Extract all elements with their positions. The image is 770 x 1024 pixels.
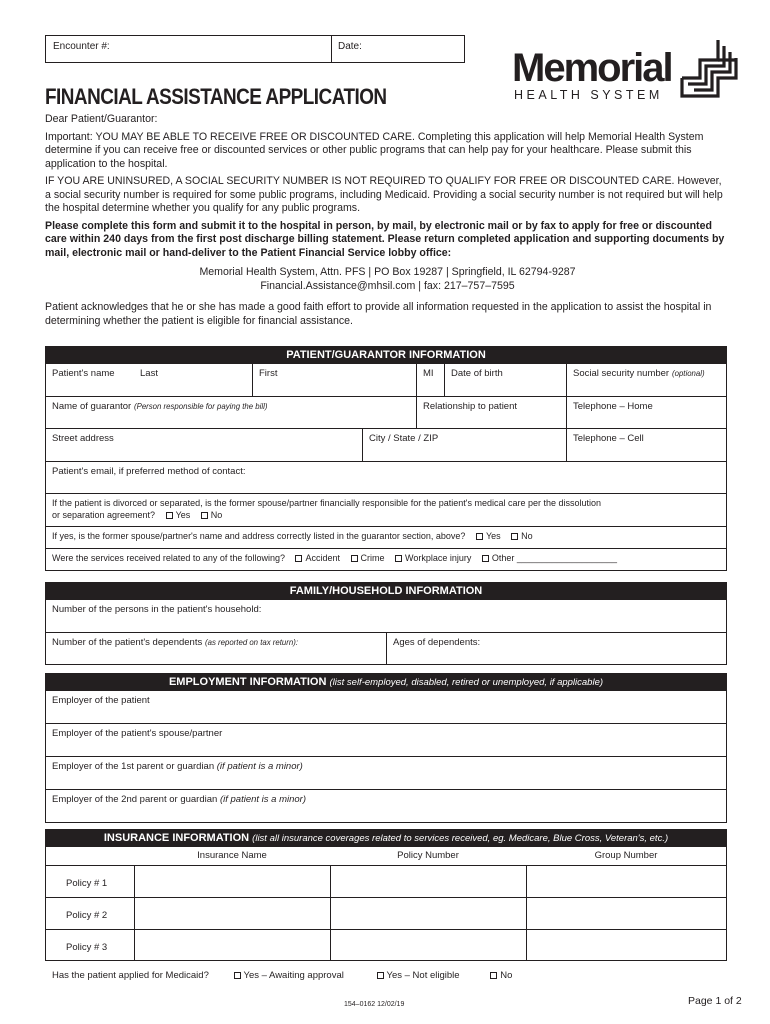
logo-subtitle: HEALTH SYSTEM — [514, 88, 663, 102]
tel-home-label: Telephone – Home — [573, 401, 653, 412]
former-no-checkbox[interactable] — [511, 533, 518, 540]
employer-patient-field[interactable] — [46, 691, 726, 723]
patient-dob-field[interactable] — [444, 364, 566, 396]
accident-label: Accident — [305, 553, 341, 563]
employment-heading-note: (list self-employed, disabled, retired or unemployed, if applicable) — [329, 677, 604, 688]
former-yes-checkbox[interactable] — [476, 533, 483, 540]
tel-cell-label: Telephone – Cell — [573, 433, 644, 444]
policy-1-insurance-name-field[interactable] — [134, 866, 330, 897]
family-household-section — [45, 582, 727, 665]
employer-1st-parent-row — [46, 756, 726, 789]
intro-paragraph-4: Patient acknowledges that he or she has made a good faith effort to provide all information requested in the application to assist the hospital in determining whether the patient is eligible for financial assistance. — [45, 301, 712, 327]
form-code: 154–0162 12/02/19 — [344, 1001, 405, 1008]
household-persons-field[interactable] — [46, 600, 726, 632]
yes-label: Yes — [485, 531, 501, 541]
other-label: Other ____________________ — [491, 553, 618, 563]
employer-spouse-label: Employer of the patient's spouse/partner — [52, 728, 223, 739]
divorce-question-line-2: or separation agreement? — [52, 510, 156, 520]
guarantor-name-field[interactable] — [46, 397, 416, 428]
encounter-field[interactable] — [46, 36, 332, 62]
household-persons-label: Number of the persons in the patient's household: — [52, 604, 262, 615]
date-label: Date: — [338, 41, 362, 52]
mi-label: MI — [423, 368, 434, 379]
policy-3-label: Policy # 3 — [66, 942, 108, 953]
memorial-logo — [512, 38, 744, 104]
employer-patient-label: Employer of the patient — [52, 695, 150, 706]
insurance-grid — [46, 847, 726, 961]
page-title: FINANCIAL ASSISTANCE APPLICATION — [45, 84, 387, 109]
divorce-yes-checkbox[interactable] — [166, 512, 173, 519]
policy-number-header: Policy Number — [397, 850, 459, 861]
policy-2-insurance-name-field[interactable] — [134, 898, 330, 929]
last-label: Last — [140, 368, 158, 379]
policy-2-label: Policy # 2 — [66, 910, 108, 921]
address-line-2: Financial.Assistance@mhsil.com | fax: 217–757–7595 — [260, 279, 515, 292]
medicaid-question — [52, 970, 512, 981]
crime-checkbox[interactable] — [351, 555, 358, 562]
guarantor-label: Name of guarantor — [52, 401, 132, 412]
encounter-date-box — [45, 35, 465, 63]
relationship-field[interactable] — [416, 397, 566, 428]
ssn-optional-note: (optional) — [671, 368, 705, 378]
dependents-label: Number of the patient's dependents — [52, 637, 203, 648]
employer-2nd-parent-label: Employer of the 2nd parent or guardian — [52, 794, 218, 805]
employer-spouse-field[interactable] — [46, 724, 726, 756]
divorce-no-checkbox[interactable] — [201, 512, 208, 519]
policy-1-group-number-field[interactable] — [526, 866, 726, 897]
policy-1-policy-number-field[interactable] — [330, 866, 526, 897]
intro-text — [45, 113, 730, 332]
street-address-field[interactable] — [46, 429, 362, 461]
no-label: No — [500, 970, 513, 981]
insurance-heading-text: INSURANCE INFORMATION — [103, 832, 250, 844]
awaiting-approval-label: Yes – Awaiting approval — [243, 970, 344, 981]
former-spouse-row — [46, 526, 726, 548]
dob-label: Date of birth — [451, 368, 503, 379]
guarantor-note: (Person responsible for paying the bill) — [133, 401, 268, 411]
employer-1st-parent-label: Employer of the 1st parent or guardian — [52, 761, 215, 772]
employer-2nd-parent-row — [46, 789, 726, 822]
intro-paragraph-1: Important: YOU MAY BE ABLE TO RECEIVE FREE OR DISCOUNTED CARE. Completing this application will help Memorial Health System determine if you can receive free or discounted services or other public programs that can help pay for your healthcare. Please submit this application to the hospital. — [45, 130, 704, 170]
guarantor-row — [46, 396, 726, 428]
divorce-question — [46, 494, 726, 526]
divorce-question-line-1: If the patient is divorced or separated, is the former spouse/partner financially responsible for the patient's medical care per the dissolution — [52, 498, 602, 508]
email-row — [46, 461, 726, 493]
insurance-column-headers — [46, 847, 726, 865]
employment-section — [45, 673, 727, 823]
yes-label: Yes — [175, 510, 191, 520]
no-label: No — [521, 531, 533, 541]
policy-row-2 — [46, 897, 726, 929]
policy-2-group-number-field[interactable] — [526, 898, 726, 929]
minor-note: (if patient is a minor) — [219, 794, 307, 805]
patient-email-field[interactable] — [46, 462, 726, 493]
insurance-name-header: Insurance Name — [197, 850, 267, 861]
services-row — [46, 548, 726, 570]
greeting: Dear Patient/Guarantor: — [45, 113, 158, 125]
page-number: Page 1 of 2 — [688, 995, 742, 1007]
employment-heading-text: EMPLOYMENT INFORMATION — [168, 676, 327, 688]
insurance-heading-note: (list all insurance coverages related to services received, eg. Medicare, Blue Cross, Veteran's, etc.) — [252, 833, 669, 844]
section-heading — [46, 830, 726, 847]
ages-label: Ages of dependents: — [393, 637, 481, 648]
patients-name-label: Patient's name — [52, 368, 115, 379]
patient-first-name-field[interactable] — [252, 364, 416, 396]
mailing-address — [45, 266, 730, 293]
minor-note: (if patient is a minor) — [216, 761, 303, 772]
medicaid-awaiting-checkbox[interactable] — [234, 972, 241, 979]
household-persons-row — [46, 600, 726, 632]
logo-word: Memorial — [512, 46, 672, 90]
medicaid-no-checkbox[interactable] — [490, 972, 497, 979]
patient-ssn-field[interactable] — [566, 364, 726, 396]
section-heading: FAMILY/HOUSEHOLD INFORMATION — [46, 583, 726, 600]
telephone-home-field[interactable] — [566, 397, 726, 428]
employer-patient-row — [46, 691, 726, 723]
former-spouse-question — [46, 527, 726, 548]
workplace-injury-label: Workplace injury — [405, 553, 472, 563]
insurance-section — [45, 829, 727, 961]
intro-paragraph-3: Please complete this form and submit it to the hospital in person, by mail, by electronic mail or by fax to apply for free or discounted care within 240 days from the first post discharge billing statement. Please return completed application and supporting documents by mail, electronic mail or hand-deliver to the Patient Financial Service lobby office: — [45, 219, 725, 259]
city-state-zip-field[interactable] — [362, 429, 566, 461]
no-label: No — [210, 510, 223, 520]
logo-mark-icon — [678, 38, 742, 100]
encounter-label: Encounter #: — [53, 41, 110, 52]
relationship-label: Relationship to patient — [423, 401, 518, 412]
city-label: City / State / ZIP — [369, 433, 439, 444]
section-heading — [46, 674, 726, 691]
date-field[interactable] — [332, 36, 464, 62]
workplace-injury-checkbox[interactable] — [395, 555, 402, 562]
other-checkbox[interactable] — [482, 555, 489, 562]
patient-last-name-field[interactable] — [46, 364, 252, 396]
address-line-1: Memorial Health System, Attn. PFS | PO Box 19287 | Springfield, IL 62794-9287 — [199, 266, 576, 278]
patient-guarantor-section — [45, 346, 727, 571]
policy-3-insurance-name-field[interactable] — [134, 930, 330, 960]
services-question — [46, 549, 726, 570]
first-label: First — [259, 368, 278, 379]
policy-3-group-number-field[interactable] — [526, 930, 726, 960]
services-question-text: Were the services received related to any of the following? — [52, 553, 285, 563]
intro-paragraph-2: IF YOU ARE UNINSURED, A SOCIAL SECURITY NUMBER IS NOT REQUIRED TO QUALIFY FOR FREE OR DISCOUNTED CARE. However, a social security number is required for some public programs, including Medicaid. Providing a social security number is not required but will help the hospital determine whether you qualify for any public programs. — [45, 175, 723, 214]
employer-spouse-row — [46, 723, 726, 756]
policy-1-label: Policy # 1 — [66, 878, 108, 889]
policy-row-1 — [46, 865, 726, 897]
former-spouse-question-text: If yes, is the former spouse/partner's name and address correctly listed in the guarantor section, above? — [52, 531, 466, 541]
dependents-note: (as reported on tax return): — [204, 637, 298, 647]
patient-name-row — [46, 364, 726, 396]
email-label: Patient's email, if preferred method of contact: — [52, 466, 246, 477]
dependents-row — [46, 632, 726, 664]
address-row — [46, 428, 726, 461]
employer-1st-parent-field[interactable] — [46, 757, 726, 789]
accident-checkbox[interactable] — [295, 555, 302, 562]
medicaid-question-text: Has the patient applied for Medicaid? — [52, 970, 209, 981]
divorce-row — [46, 493, 726, 526]
street-label: Street address — [52, 433, 114, 444]
patient-mi-field[interactable] — [416, 364, 444, 396]
telephone-cell-field[interactable] — [566, 429, 726, 461]
section-heading: PATIENT/GUARANTOR INFORMATION — [46, 347, 726, 364]
not-eligible-label: Yes – Not eligible — [386, 970, 460, 981]
policy-2-policy-number-field[interactable] — [330, 898, 526, 929]
ssn-label: Social security number — [573, 368, 670, 379]
dependents-field[interactable] — [46, 633, 386, 664]
ages-of-dependents-field[interactable] — [386, 633, 726, 664]
employer-2nd-parent-field[interactable] — [46, 790, 726, 822]
crime-label: Crime — [360, 553, 385, 563]
policy-3-policy-number-field[interactable] — [330, 930, 526, 960]
group-number-header: Group Number — [594, 850, 658, 861]
policy-row-3 — [46, 929, 726, 961]
medicaid-not-eligible-checkbox[interactable] — [377, 972, 384, 979]
